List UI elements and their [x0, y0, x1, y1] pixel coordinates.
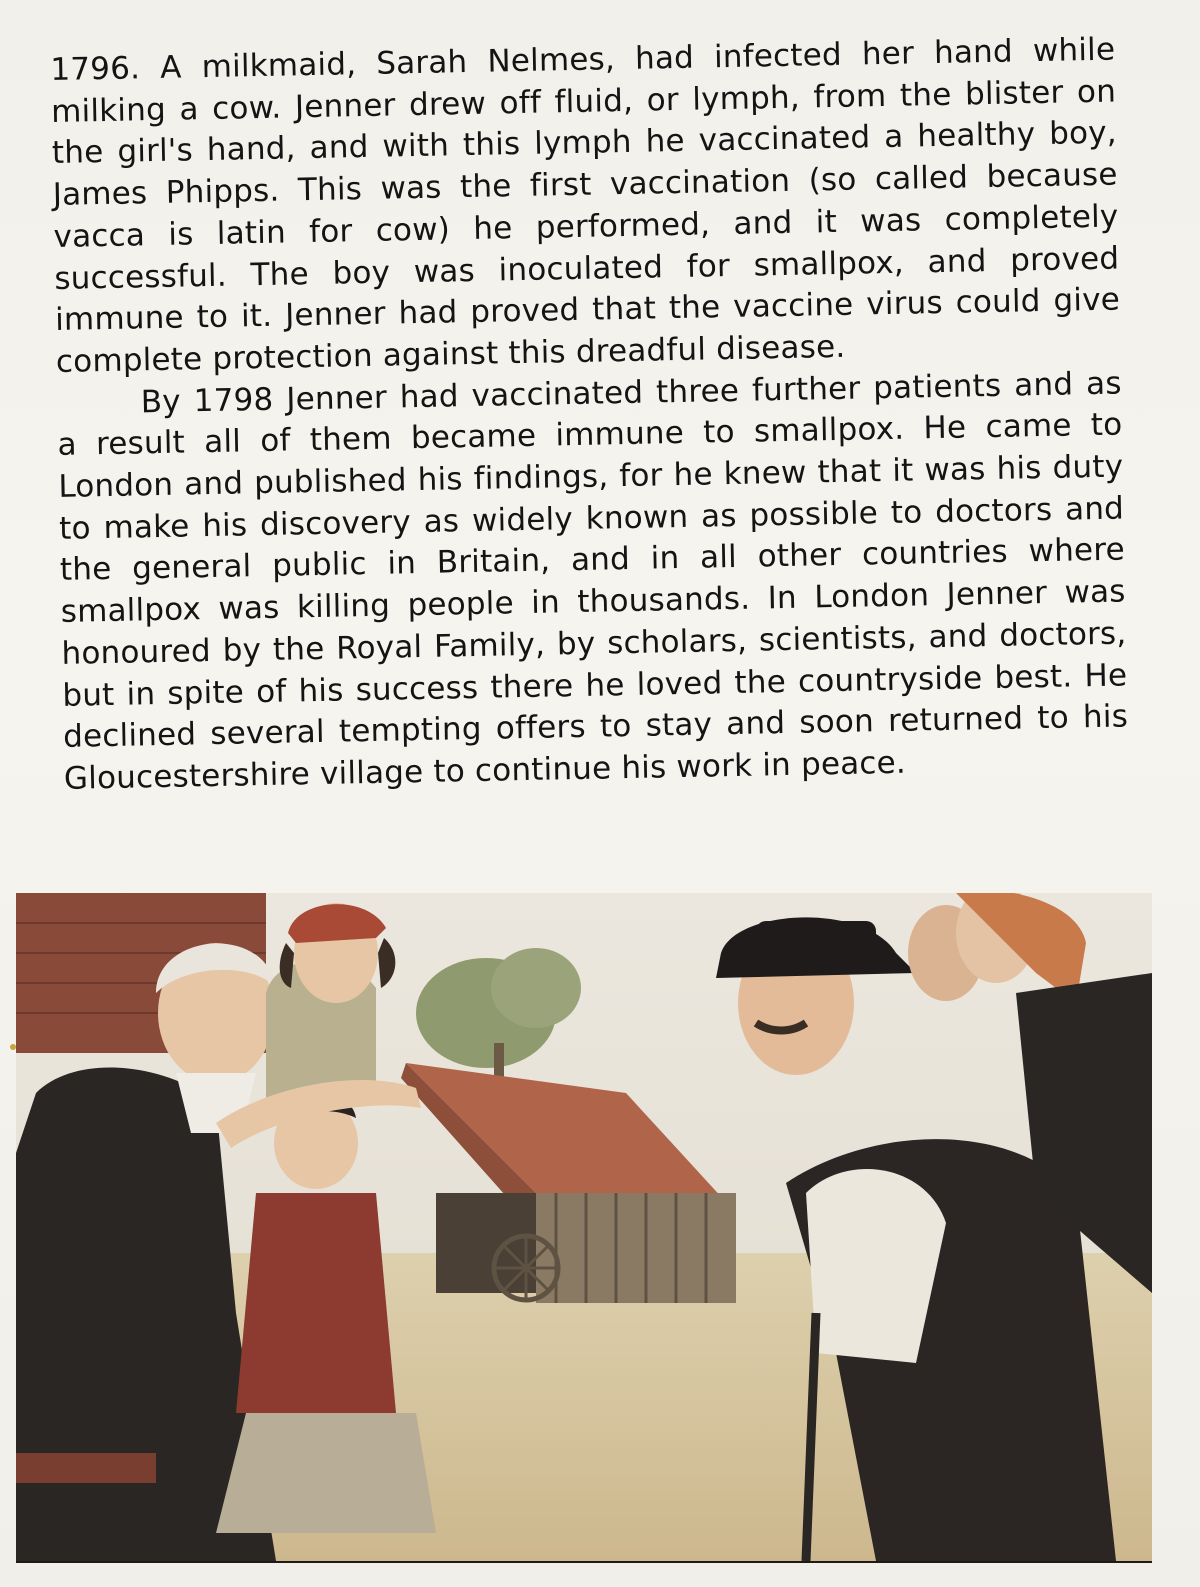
paragraph-2: By 1798 Jenner had vaccinated three further patients and as a result all of them became immune to smallpox. He came to London and published his findings, for he knew that it was his duty to make his discovery as widely known as possible to doctors and the general public in Britain, and in all other countries where smallpox was killing people in thousands. In London Jenner was honoured by the Royal Family, by scholars, scientists, and doctors, but in spite of his success there he loved the countryside best. He declined several tempting offers to stay and soon returned to his Gloucestershire village to continue his work in peace.: [57, 365, 1129, 797]
paragraph-1: 1796. A milkmaid, Sarah Nelmes, had infected her hand while milking a cow. Jenner drew off fluid, or lymph, from the blister on the girl's hand, and with this lymph he vaccinated a healthy boy, James Phipps. This was the first vaccination (so called because vacca is latin for cow) he performed, and it was completely successful. The boy was inoculated for smallpox, and proved immune to it. Jenner had proved that the vaccine virus could give complete protection against this dreadful disease.: [50, 31, 1121, 380]
vaccination-scene-illustration: [16, 893, 1152, 1563]
article-text: [50, 30, 1129, 801]
illustration-svg: [16, 893, 1152, 1561]
